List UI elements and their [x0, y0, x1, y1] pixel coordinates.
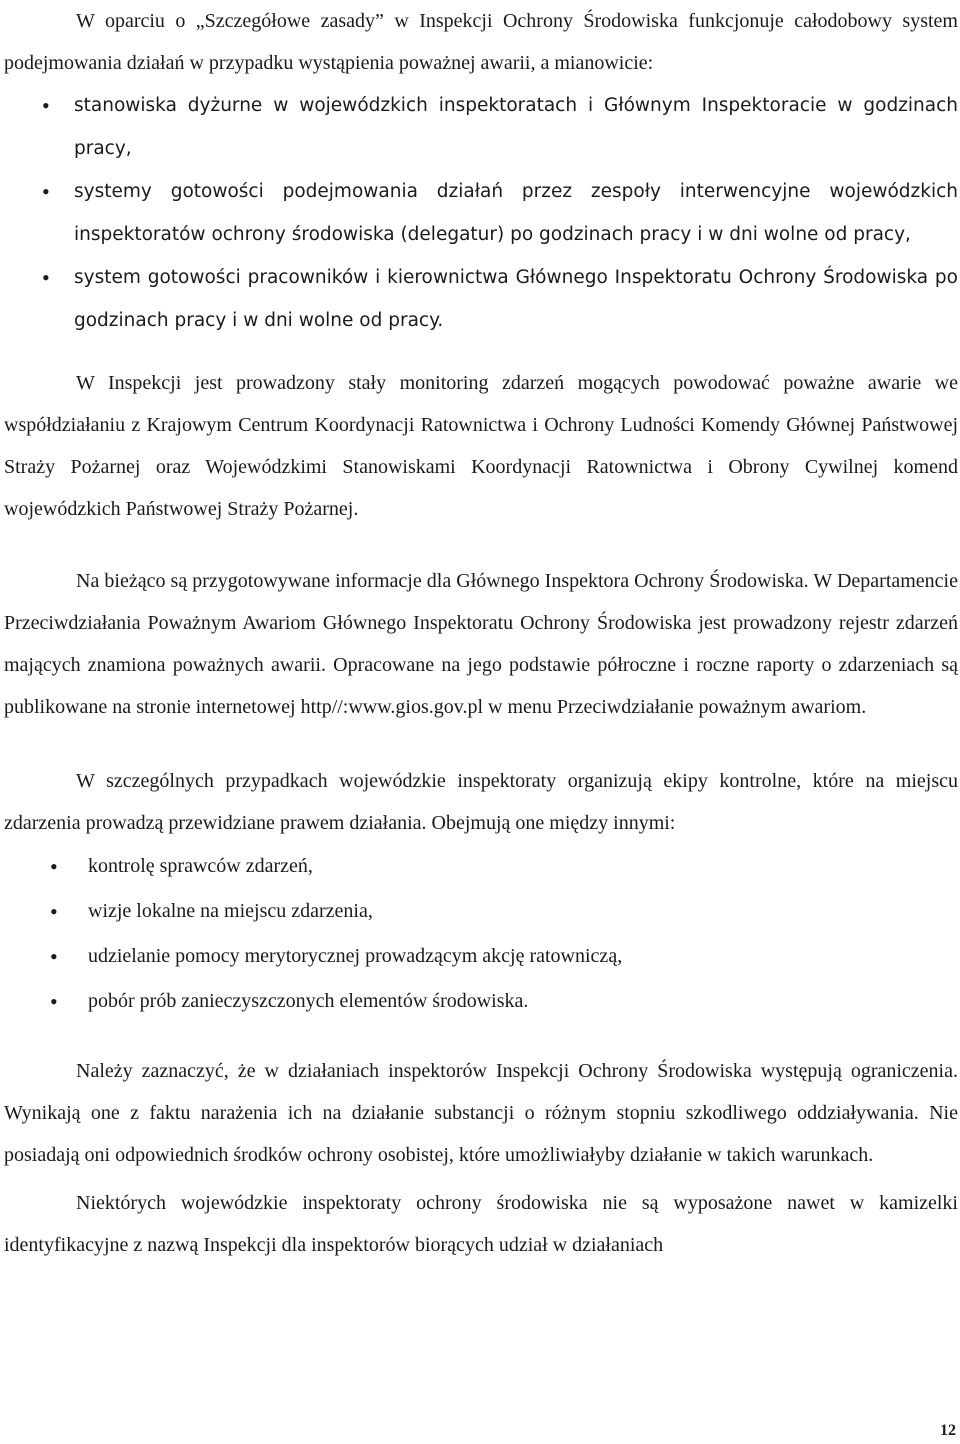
list-item: • pobór prób zanieczyszczonych elementów środowiska.	[4, 979, 958, 1024]
list-item: • udzielanie pomocy merytorycznej prowadzącym akcję ratowniczą,	[4, 934, 958, 979]
paragraph-limitations: Należy zaznaczyć, że w działaniach inspektorów Inspekcji Ochrony Środowiska występują ograniczenia. Wynikają one z faktu narażenia ich na działanie substancji o różnym stopniu szkodliwego oddziaływania. Nie posiadają oni odpowiednich środków ochrony osobistej, które umożliwiałyby działanie w takich warunkach.	[4, 1060, 958, 1166]
bullet-icon: •	[42, 265, 50, 290]
bullet-icon: •	[50, 854, 58, 879]
document-page	[4, 0, 958, 1266]
duty-systems-list	[4, 84, 958, 342]
paragraph-inspections: W szczególnych przypadkach wojewódzkie inspektoraty organizują ekipy kontrolne, które na miejscu zdarzenia prowadzą przewidziane prawem działania. Obejmują one między innymi:	[4, 770, 958, 834]
bullet-icon: •	[50, 899, 58, 924]
page-number: 12	[940, 1422, 956, 1439]
paragraph-intro: W oparciu o „Szczegółowe zasady” w Inspekcji Ochrony Środowiska funkcjonuje całodobowy system podejmowania działań w przypadku wystąpienia poważnej awarii, a mianowicie:	[4, 10, 958, 74]
bullet-icon: •	[50, 989, 58, 1014]
list-item: • system gotowości pracowników i kierownictwa Głównego Inspektoratu Ochrony Środowiska po godzinach pracy i w dni wolne od pracy.	[4, 256, 958, 342]
list-item: • systemy gotowości podejmowania działań przez zespoły interwencyjne wojewódzkich inspektoratów ochrony środowiska (delegatur) po godzinach pracy i w dni wolne od pracy,	[4, 170, 958, 256]
paragraph-monitoring: W Inspekcji jest prowadzony stały monitoring zdarzeń mogących powodować poważne awarie we współdziałaniu z Krajowym Centrum Koordynacji Ratownictwa i Ochrony Ludności Komendy Głównej Państwowej Straży Pożarnej oraz Wojewódzkimi Stanowiskami Koordynacji Ratownictwa i Obrony Cywilnej komend wojewódzkich Państwowej Straży Pożarnej.	[4, 372, 958, 520]
bullet-icon: •	[50, 944, 58, 969]
paragraph-register: Na bieżąco są przygotowywane informacje dla Głównego Inspektora Ochrony Środowiska. W Departamencie Przeciwdziałania Poważnym Awariom Głównego Inspektoratu Ochrony Środowiska jest prowadzony rejestr zdarzeń mających znamiona poważnych awarii. Opracowane na jego podstawie półroczne i roczne raporty o zdarzeniach są publikowane na stronie internetowej http//:www.gios.gov.pl w menu Przeciwdziałanie poważnym awariom.	[4, 570, 958, 718]
bullet-icon: •	[42, 93, 50, 118]
list-item: • stanowiska dyżurne w wojewódzkich inspektoratach i Głównym Inspektoracie w godzinach pracy,	[4, 84, 958, 170]
bullet-icon: •	[42, 179, 50, 204]
inspection-activities-list	[4, 844, 958, 1024]
list-item: • wizje lokalne na miejscu zdarzenia,	[4, 889, 958, 934]
list-item: • kontrolę sprawców zdarzeń,	[4, 844, 958, 889]
paragraph-equipment: Niektórych wojewódzkie inspektoraty ochrony środowiska nie są wyposażone nawet w kamizelki identyfikacyjne z nazwą Inspekcji dla inspektorów biorących udział w działaniach	[4, 1192, 958, 1256]
